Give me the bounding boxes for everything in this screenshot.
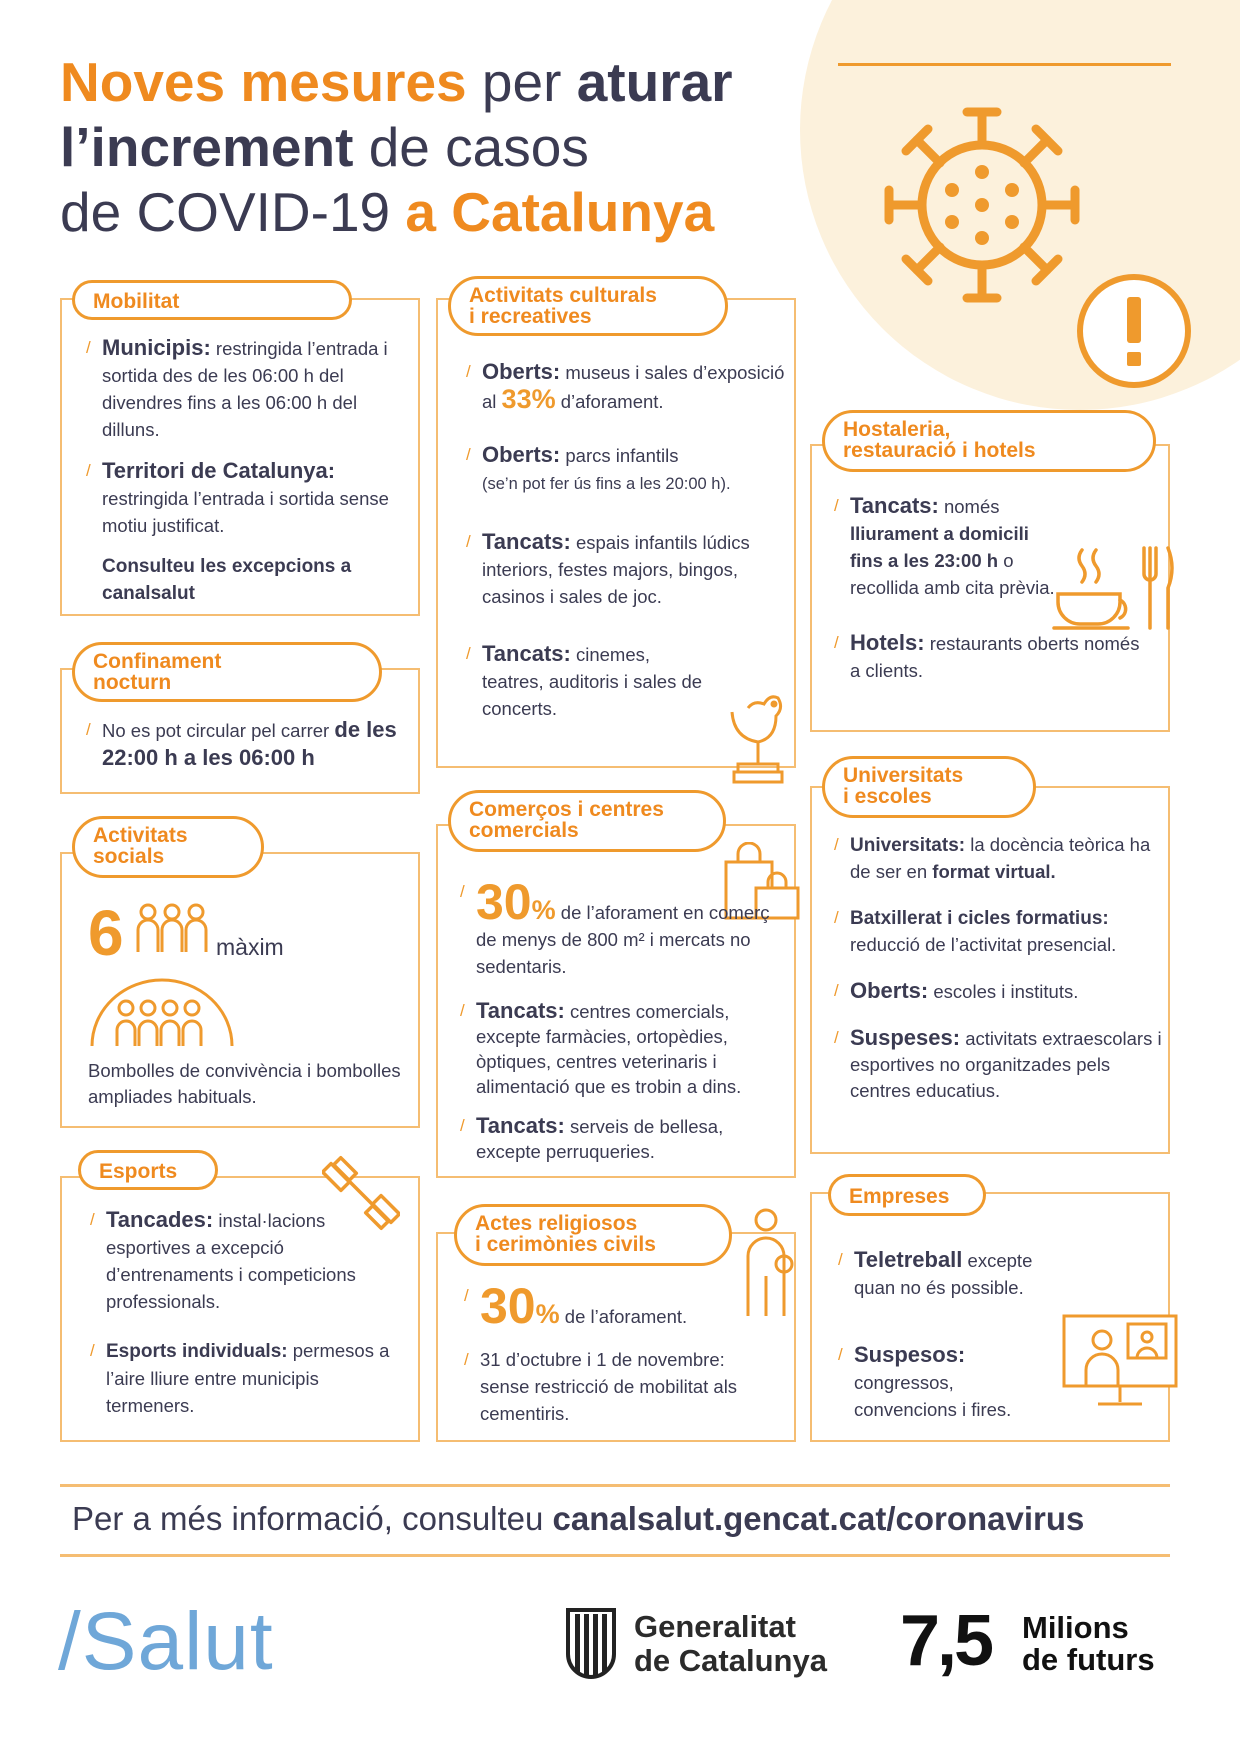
list-item: / Hotels: restaurants oberts només a clients. [834,629,1154,684]
list-item: / Oberts: museus i sales d’exposició al 33% d’aforament. [466,358,786,415]
list-item: / Oberts: parcs infantils (se’n pot fer ús fins a les 20:00 h). [466,441,786,498]
universitats-label: Universitats i escoles [822,756,1036,818]
title-rule [838,63,1171,66]
group-icon [134,902,210,954]
list-item: / 31 d’octubre i 1 de novembre: sense restricció de mobilitat als cementiris. [464,1346,774,1427]
milions-logo-number: 7,5 [900,1601,992,1681]
esports-label: Esports [78,1150,218,1190]
list-item: / 30% de l’aforament. [464,1282,774,1330]
list-item: / Municipis: restringida l’entrada i sortida des de les 06:00 h del divendres fins a les 06:00 h del dilluns. [86,334,406,443]
religiosos-label: Actes religiosos i cerimònies civils [454,1204,732,1266]
comercos-label: Comerços i centres comercials [448,790,726,852]
culturals-items [466,358,786,736]
socials-label: Activitats socials [72,816,264,878]
list-item: / Batxillerat i cicles formatius: reducció de l’activitat presencial. [834,905,1164,958]
generalitat-logo: Generalitat de Catalunya [634,1609,827,1678]
list-item: / 30% de l’aforament en comerç de menys de 800 m² i mercats no sedentaris. [460,878,790,980]
list-item: / Suspesos: congressos, convencions i fires. [838,1341,1038,1423]
mobilitat-note: Consulteu les excepcions a canalsalut [102,556,352,604]
salut-logo: /Salut [58,1596,274,1687]
generalitat-emblem-icon [562,1606,620,1682]
list-item: / No es pot circular pel carrer de les 22:00 h a les 06:00 h [86,716,406,772]
hostaleria-label: Hostaleria, restauració i hotels [822,410,1156,472]
video-call-icon [1060,1312,1180,1408]
list-item: / Suspeses: activitats extraescolars i esportives no organitzades pels centres educatius. [834,1025,1164,1104]
list-item: / Tancats: espais infantils lúdics interiors, festes majors, bingos, casinos i sales de joc. [466,528,786,610]
list-item: / Tancats: només lliurament a domicili fins a les 23:00 h o recollida amb cita prèvia. [834,492,1064,601]
confinament-items [86,716,406,786]
list-item: / Tancats: cinemes, teatres, auditoris i sales de concerts. [466,640,706,722]
religiosos-items [464,1278,774,1441]
list-item: / Esports individuals: permesos a l’aire lliure entre municipis termeners. [90,1337,410,1419]
warning-icon [1075,272,1193,390]
hostaleria-items [834,492,1154,698]
milions-logo-text: Milions de futurs [1022,1610,1155,1677]
footer-rule-top [60,1484,1170,1487]
footer-rule-bottom [60,1554,1170,1557]
list-item: / Tancats: serveis de bellesa, excepte perruqueries. [460,1113,790,1164]
socials-max: màxim [216,934,284,960]
footer-url[interactable]: canalsalut.gencat.cat/coronavirus [552,1500,1085,1537]
list-item: / Tancats: centres comercials, excepte farmàcies, ortopèdies, òptiques, centres veterinaris i alimentació que es trobin a dins. [460,998,790,1099]
socials-text: Bombolles de convivència i bombolles ampliades habituals. [88,1060,401,1107]
esports-items [90,1206,410,1433]
mobilitat-label: Mobilitat [72,280,352,320]
footer-info: Per a més informació, consulteu canalsalut.gencat.cat/coronavirus [72,1500,1085,1537]
list-item: / Oberts: escoles i instituts. [834,978,1164,1005]
mobilitat-items [86,334,406,607]
universitats-items [834,832,1164,1118]
virus-icon [872,100,1092,310]
page-title: Noves mesures per aturar l’increment de casos de COVID-19 a Catalunya [60,51,733,243]
empreses-label: Empreses [828,1174,986,1216]
socials-number: 6 [88,897,124,969]
culturals-label: Activitats culturals i recreatives [448,276,728,336]
comercos-items [460,874,790,1178]
confinament-label: Confinament nocturn [72,642,382,702]
list-item: / Teletreball excepte quan no és possible. [838,1246,1078,1301]
list-item: / Territori de Catalunya: restringida l’entrada i sortida sense motiu justificat. [86,457,406,539]
bubble-group-icon [88,976,236,1048]
list-item: / Universitats: la docència teòrica ha de ser en format virtual. [834,832,1164,885]
trophy-icon [724,690,794,786]
list-item: / Tancades: instal·lacions esportives a excepció d’entrenaments i competicions professionals. [90,1206,410,1315]
